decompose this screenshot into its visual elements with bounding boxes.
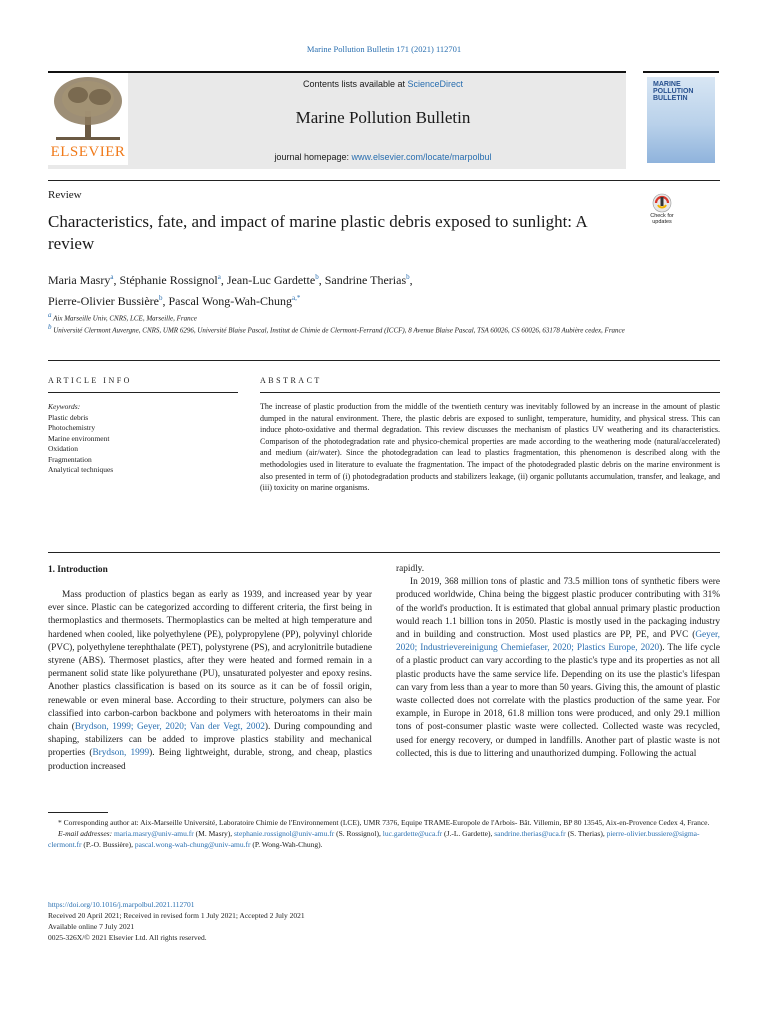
available-online-date: Available online 7 July 2021 <box>48 922 135 931</box>
body-column-left <box>48 589 372 774</box>
email-owner: (S. Therias), <box>565 829 607 838</box>
corresponding-author-note: * Corresponding author at: Aix-Marseille Université, Laboratoire Chimie de l'Environnement (LCE), UMR 7376, Equipe TRAME-Europole de l'Arbois- Bât. Villemin, BP 80 13545, Aix-en-Provence Cedex 4, France. <box>58 818 710 827</box>
copyright-line: 0025-326X/© 2021 Elsevier Ltd. All rights reserved. <box>48 933 207 942</box>
author-name[interactable]: Pierre-Olivier Bussière <box>48 294 159 308</box>
author-name[interactable]: Stéphanie Rossignol <box>119 273 218 287</box>
contents-available-line <box>140 79 626 89</box>
email-link[interactable]: stephanie.rossignol@univ-amu.fr <box>233 829 335 838</box>
keyword: Marine environment <box>48 433 110 443</box>
journal-cover-thumbnail[interactable] <box>643 71 719 169</box>
check-for-updates-badge[interactable] <box>645 193 679 229</box>
author-list <box>48 268 668 310</box>
journal-homepage-link[interactable]: www.elsevier.com/locate/marpolbul <box>351 152 492 162</box>
paragraph-text: ). The life cycle of a plastic product can vary according to the plastic's type and its properties as not all plastic products have the same service life. Depending on its use the plastic's lifespan can vary from less than a year to more than 50 years. Giving this, the amount of plastic waste collected does not correlate with the plastics production of the same year. For example, in Europe in 2018, 61.8 million tons were produced, and only 29.1 million tons of post-consumer plastic waste were collected. Collected waste was recycled, used for energy recovery, or dumped in landfills. Another part of plastic waste is not collected, this is due to littering and unauthorized dumping. Following the actual <box>396 643 721 759</box>
footnote-divider <box>48 812 108 813</box>
email-owner: (P.-O. Bussière), <box>81 840 135 849</box>
keyword: Plastic debris <box>48 412 89 422</box>
journal-reference[interactable]: Marine Pollution Bulletin 171 (2021) 112701 <box>306 44 462 54</box>
article-info-heading: ARTICLE INFO <box>48 376 132 385</box>
citation-link[interactable]: Brydson, 1999 <box>92 748 150 759</box>
authors-line-1: Maria Masry$^a$, Stéphanie Rossignol$^a$, Jean-Luc Gardette$^b$, Sandrine Therias$^b$, <box>48 273 413 287</box>
abstract-heading: ABSTRACT <box>260 376 322 385</box>
abstract-bottom-rule <box>48 552 720 553</box>
paragraph <box>48 589 372 774</box>
author-affiliation-marker[interactable]: b <box>315 273 319 281</box>
cover-title <box>653 81 693 102</box>
keywords-label: Keywords: <box>48 402 81 411</box>
article-info-rule <box>48 392 238 393</box>
cover-title-line: BULLETIN <box>653 95 688 102</box>
affiliation-text: Université Clermont Auvergne, CNRS, UMR 6296, Université Blaise Pascal, Institut de Chimie de Clermont-Ferrand (ICCF), 8 Avenue Blaise Pascal, TSA 60026, CS 60026, 63178 Aubière cedex, France <box>53 326 625 335</box>
email-owner: (S. Rossignol), <box>334 829 383 838</box>
author-name[interactable]: Pascal Wong-Wah-Chung <box>168 294 292 308</box>
journal-title: Marine Pollution Bulletin <box>295 108 471 127</box>
homepage-prefix: journal homepage: <box>274 152 352 162</box>
info-divider <box>48 360 720 361</box>
keywords-list <box>48 413 238 476</box>
authors-line-2: Pierre-Olivier Bussière$^b$, Pascal Wong-Wah-Chung$^{a,*}$ <box>48 294 301 308</box>
keyword: Analytical techniques <box>48 465 114 474</box>
cover-title-line: MARINE <box>653 81 681 88</box>
email-link[interactable]: luc.gardette@uca.fr <box>382 829 443 838</box>
check-updates-label: Check for updates <box>650 213 674 225</box>
sciencedirect-link[interactable]: ScienceDirect <box>407 79 464 89</box>
keyword: Oxidation <box>48 444 78 453</box>
email-link[interactable]: maria.masry@univ-amu.fr <box>113 829 194 838</box>
citation-link[interactable]: Geyer, 2020; Industrievereinigung Chemiefaser, 2020; Plastics Europe, 2020 <box>396 630 720 654</box>
author-affiliation-marker[interactable]: a <box>110 273 114 281</box>
affiliation-marker: a <box>48 311 52 319</box>
paragraph-text: ). During compounding and shaping, stabilizers can be added to improve plastics stability and mechanical properties ( <box>48 722 372 759</box>
email-link[interactable]: pascal.wong-wah-chung@univ-amu.fr <box>134 840 251 849</box>
abstract-text: The increase of plastic production from the middle of the twentieth century was inevitably followed by an increase in the amount of plastic dumped in the natural environment. There, the plastic debris are exposed to sunlight, temperature, humidity, and physical stress. This can induce photo-oxidative and thermal degradation. This review discusses the mechanism of plastics UV weathering and its characteristics. Comparison of the photodegradation rate and physico-chemical properties are made according to the weathering mode (natural/accelerated) and medium (air/water). Since the photodegradation can lead to plastics fragmentation, this phenomenon is described along with the methodologies used in literature to evaluate the fragmentation. The impact of the photodegraded plastic debris on the marine environment is also presented in term of (i) photodegradation products and stabilizers leakage, (ii) organic pollutants accumulation, transfer, and leakage, and (iii) toxicity on marine organisms. <box>260 402 720 493</box>
doi-link[interactable]: https://doi.org/10.1016/j.marpolbul.2021.112701 <box>48 900 195 909</box>
affiliation-text: Aix Marseille Univ, CNRS, LCE, Marseille, France <box>53 314 197 323</box>
paragraph-continuation: rapidly. <box>396 564 425 574</box>
email-label: E-mail addresses: <box>58 829 113 838</box>
check-updates-icon <box>645 193 679 213</box>
contents-prefix: Contents lists available at <box>302 79 408 89</box>
footnotes <box>48 817 720 850</box>
author-affiliation-marker[interactable]: b <box>158 294 163 302</box>
email-owner: (P. Wong-Wah-Chung). <box>250 840 323 849</box>
email-link[interactable]: pierre-olivier.bussiere@sigma-clermont.fr <box>48 829 700 849</box>
paragraph-text: Mass production of plastics began as early as 1939, and increased year by year ever since. Plastic can be categorized according to different criteria, the first being in thermoplastics and thermosets. Thermoplastics can be melted at high temperature and hardened when cooled, like polyethylene (PE), polypropylene (PP), polyvinyl chloride (PVC), polyethylene terephthalate (PET), polystyrene (PS), and acrylonitrile butadiene styrene (ABS). Thermoset plastics, after they were heated and formed remain in a permanent solid state like polyurethane (PU), unsaturated polyester and epoxy resins. Another plastics classification is based on its source as it can be of fossil origin, renewable or even mineral base. According to their structure, polymers can also be classified into carbon-carbon backbone and polymers with heteroatoms in their main chain ( <box>48 590 372 733</box>
author-name[interactable]: Maria Masry <box>48 273 111 287</box>
email-addresses <box>48 828 720 850</box>
citation-link[interactable]: Brydson, 1999; Geyer, 2020; Van der Vegt, 2002 <box>74 722 265 733</box>
paragraph-text: In 2019, 368 million tons of plastic and 73.5 million tons of synthetic fibers were produced worldwide, China being the biggest plastic producer contributing with 31% of the world's production. It is estimated that global annual primary plastic production would reach 1.1 billion tons in 2050. Plastic is mostly used in the packaging industry and in building and construction. Most used plastics are PP, PE, and PVC ( <box>396 577 720 641</box>
article-type: Review <box>48 189 82 201</box>
paragraph-text: ). Being lightweight, durable, strong, and cheap, plastics production increased <box>48 748 372 772</box>
received-dates: Received 20 April 2021; Received in revised form 1 July 2021; Accepted 2 July 2021 <box>48 911 305 920</box>
affiliation-b <box>48 322 668 336</box>
author-name[interactable]: Jean-Luc Gardette <box>226 273 316 287</box>
author-affiliation-marker[interactable]: a,* <box>291 294 301 302</box>
elsevier-logo[interactable] <box>48 73 128 165</box>
email-link[interactable]: sandrine.therias@uca.fr <box>494 829 566 838</box>
cover-image <box>647 77 715 163</box>
publisher-name: ELSEVIER <box>50 144 126 160</box>
author-affiliation-marker[interactable]: a <box>217 273 221 281</box>
article-title: Characteristics, fate, and impact of marine plastic debris exposed to sunlight: A review <box>48 212 587 253</box>
cover-title-line: POLLUTION <box>653 88 694 95</box>
journal-homepage-line <box>140 152 626 162</box>
email-owner: (M. Masry), <box>193 829 234 838</box>
paragraph <box>396 576 720 761</box>
abstract-rule <box>260 392 720 393</box>
section-heading-introduction: 1. Introduction <box>48 565 108 575</box>
keyword: Photochemistry <box>48 423 96 432</box>
email-owner: (J.-L. Gardette), <box>442 829 495 838</box>
elsevier-tree-icon <box>48 73 128 143</box>
article-metadata <box>48 899 720 943</box>
body-column-right <box>396 563 720 761</box>
affiliation-marker: b <box>48 323 52 331</box>
header-divider <box>48 180 720 181</box>
author-name[interactable]: Sandrine Therias <box>324 273 407 287</box>
keyword: Fragmentation <box>48 454 92 464</box>
author-affiliation-marker[interactable]: b <box>406 273 410 281</box>
keywords-block <box>48 402 238 476</box>
